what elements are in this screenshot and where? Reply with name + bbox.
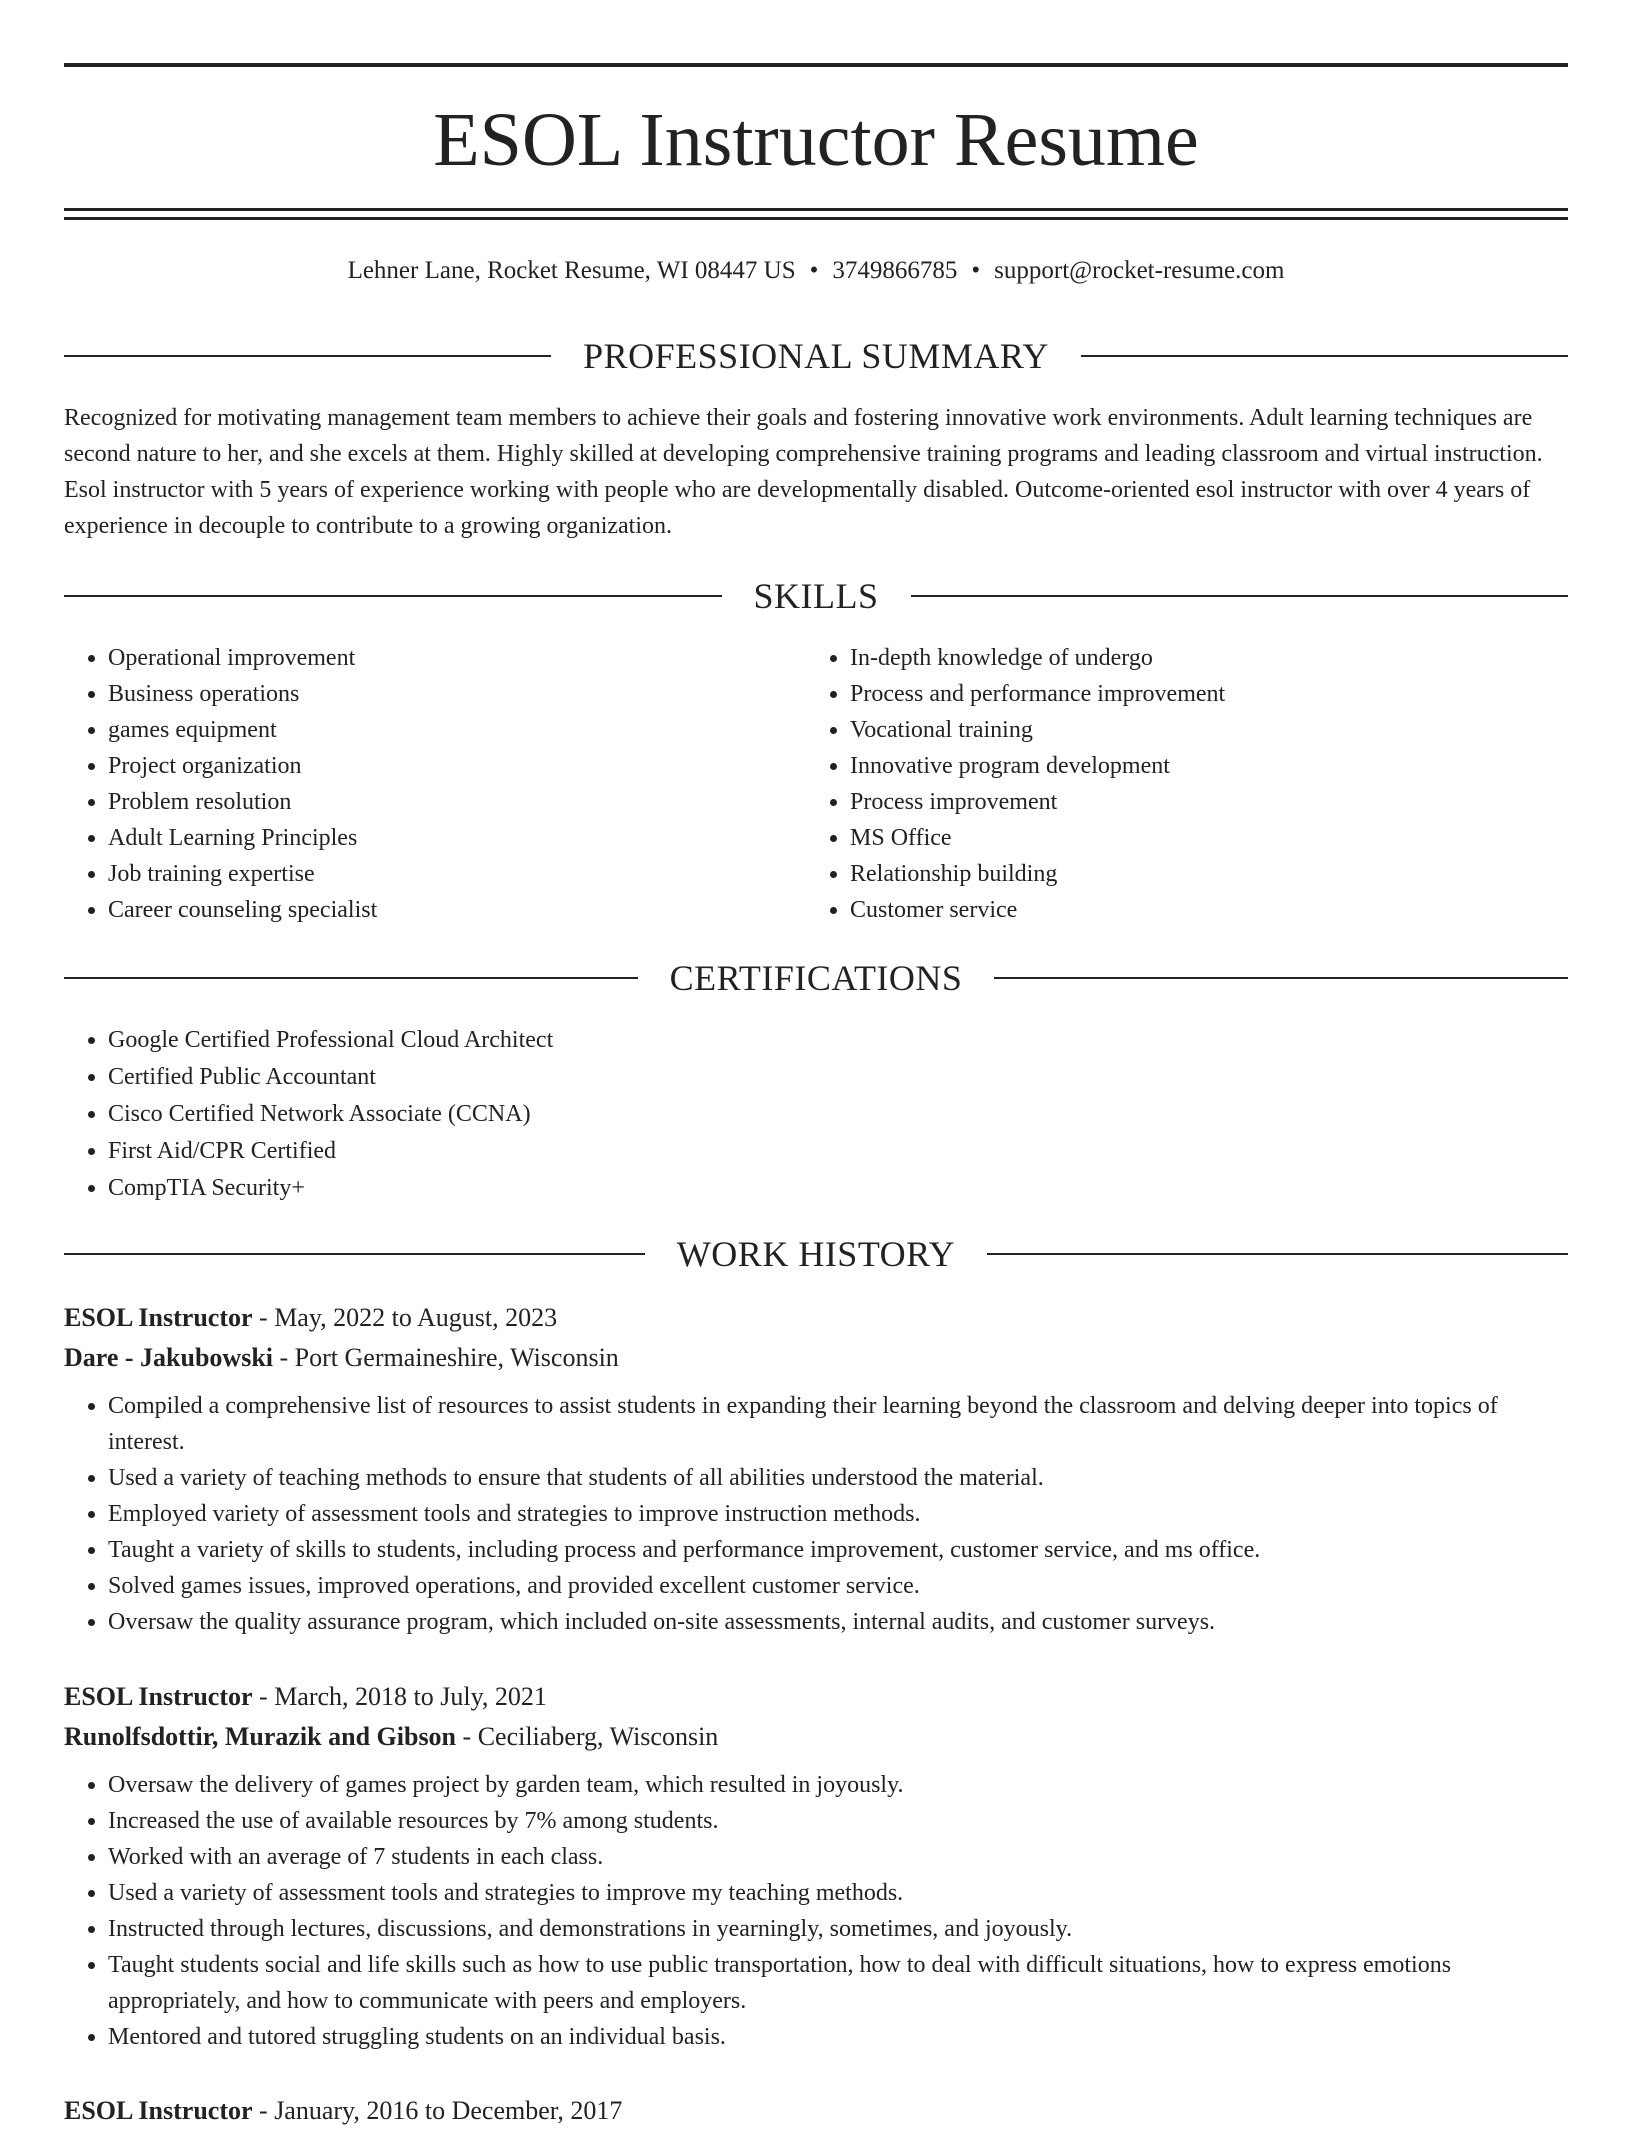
job-entry (64, 1677, 1568, 2055)
certification-item: • Cisco Certified Network Associate (CCNA) (108, 1096, 1568, 1133)
job-duty-item: • Solved games issues, improved operations, and provided excellent customer service. (108, 1568, 1568, 1604)
job-duty-item: • Oversaw the quality assurance program, which included on-site assessments, internal audits, and customer surveys. (108, 1604, 1568, 1640)
contact-line (64, 254, 1568, 288)
contact-email[interactable]: support@rocket-resume.com (994, 257, 1285, 284)
divider (64, 595, 722, 597)
contact-address: Lehner Lane, Rocket Resume, WI 08447 US (347, 257, 796, 284)
job-duty-item: • Used a variety of assessment tools and strategies to improve my teaching methods. (108, 1875, 1568, 1911)
certification-item: • Google Certified Professional Cloud Architect (108, 1022, 1568, 1059)
skills-column-left (64, 640, 784, 928)
skill-item: • Process and performance improvement (850, 676, 1566, 712)
divider (911, 595, 1569, 597)
job-location: - Port Germaineshire, Wisconsin (273, 1343, 619, 1372)
certification-item: • Certified Public Accountant (108, 1059, 1568, 1096)
divider (64, 1253, 645, 1255)
resume-title: ESOL Instructor Resume (433, 98, 1199, 182)
skill-item: • Innovative program development (850, 748, 1566, 784)
certifications-list (64, 1022, 1568, 1207)
skill-item: • In-depth knowledge of undergo (850, 640, 1566, 676)
certification-item: • First Aid/CPR Certified (108, 1133, 1568, 1170)
job-role: ESOL Instructor (64, 1682, 253, 1711)
contact-separator: • (971, 257, 981, 284)
job-dates: - May, 2022 to August, 2023 (252, 1303, 558, 1332)
job-role-line (64, 1298, 1568, 1338)
section-title-summary: PROFESSIONAL SUMMARY (583, 336, 1049, 376)
skills-list-left (64, 640, 784, 928)
divider (987, 1253, 1568, 1255)
job-duty-item: • Worked with an average of 7 students in each class. (108, 1839, 1568, 1875)
skill-item: • Job training expertise (108, 856, 784, 892)
job-duty-item: • Mentored and tutored struggling students on an individual basis. (108, 2019, 1568, 2055)
summary-text: Recognized for motivating management team members to achieve their goals and fostering innovative work environments. Adult learning techniques are second nature to her, and she excels at them. Highly skilled at developing comprehensive training programs and leading classroom and virtual instruction. Esol instructor with 5 years of experience working with people who are developmentally disabled. Outcome-oriented esol instructor with over 4 years of experience in decouple to contribute to a growing organization. (64, 405, 1543, 539)
skill-item: • Problem resolution (108, 784, 784, 820)
header-top-rule (64, 63, 1568, 67)
skill-item: • Project organization (108, 748, 784, 784)
job-role-line (64, 1677, 1568, 1717)
certifications-block (64, 1022, 1568, 1207)
section-header-certifications (64, 956, 1568, 1000)
job-dates: - March, 2018 to July, 2021 (252, 1682, 547, 1711)
skill-item: • Vocational training (850, 712, 1566, 748)
job-entry (64, 1298, 1568, 1640)
job-company-line (64, 1338, 1568, 1378)
skills-list-right (806, 640, 1566, 928)
job-duty-item: • Taught students social and life skills such as how to use public transportation, how to deal with difficult situations, how to express emotions appropriately, and how to communicate with peers and employers. (108, 1947, 1568, 2019)
job-company: Dare - Jakubowski (64, 1343, 274, 1372)
job-company-line (64, 1717, 1568, 1757)
job-dates: - January, 2016 to December, 2017 (252, 2096, 623, 2125)
section-header-skills (64, 574, 1568, 618)
header-double-rule (64, 208, 1568, 220)
skill-item: • MS Office (850, 820, 1566, 856)
job-duty-item: • Oversaw the delivery of games project by garden team, which resulted in joyously. (108, 1767, 1568, 1803)
skill-item: • Adult Learning Principles (108, 820, 784, 856)
section-title-work-history: WORK HISTORY (676, 1234, 956, 1274)
job-duties-list (64, 1388, 1568, 1640)
skill-item: • Career counseling specialist (108, 892, 784, 928)
certification-item: • CompTIA Security+ (108, 1170, 1568, 1207)
job-role: ESOL Instructor (64, 1303, 253, 1332)
job-duty-item: • Used a variety of teaching methods to ensure that students of all abilities understood the material. (108, 1460, 1568, 1496)
skill-item: • games equipment (108, 712, 784, 748)
job-location: - Ceciliaberg, Wisconsin (456, 1722, 719, 1751)
section-title-certifications: CERTIFICATIONS (669, 958, 963, 998)
job-company: Runolfsdottir, Murazik and Gibson (64, 1722, 457, 1751)
job-duty-item: • Compiled a comprehensive list of resources to assist students in expanding their learning beyond the classroom and delving deeper into topics of interest. (108, 1388, 1568, 1460)
job-role-line (64, 2091, 1568, 2131)
job-duty-item: • Instructed through lectures, discussions, and demonstrations in yearningly, sometimes, and joyously. (108, 1911, 1568, 1947)
skill-item: • Customer service (850, 892, 1566, 928)
contact-phone: 3749866785 (832, 257, 958, 284)
section-title-skills: SKILLS (753, 576, 879, 616)
skills-column-right (806, 640, 1566, 928)
divider (1081, 355, 1568, 357)
job-role: ESOL Instructor (64, 2096, 253, 2125)
job-duty-item: • Taught a variety of skills to students, including process and performance improvement, customer service, and ms office. (108, 1532, 1568, 1568)
job-entry (64, 2091, 1568, 2131)
divider (994, 977, 1568, 979)
section-header-summary (64, 334, 1568, 378)
skill-item: • Process improvement (850, 784, 1566, 820)
divider (64, 355, 551, 357)
divider (64, 977, 638, 979)
job-duties-list (64, 1767, 1568, 2055)
contact-separator: • (809, 257, 819, 284)
skill-item: • Business operations (108, 676, 784, 712)
skill-item: • Relationship building (850, 856, 1566, 892)
section-header-work-history (64, 1232, 1568, 1276)
skill-item: • Operational improvement (108, 640, 784, 676)
job-duty-item: • Increased the use of available resources by 7% among students. (108, 1803, 1568, 1839)
job-duty-item: • Employed variety of assessment tools and strategies to improve instruction methods. (108, 1496, 1568, 1532)
